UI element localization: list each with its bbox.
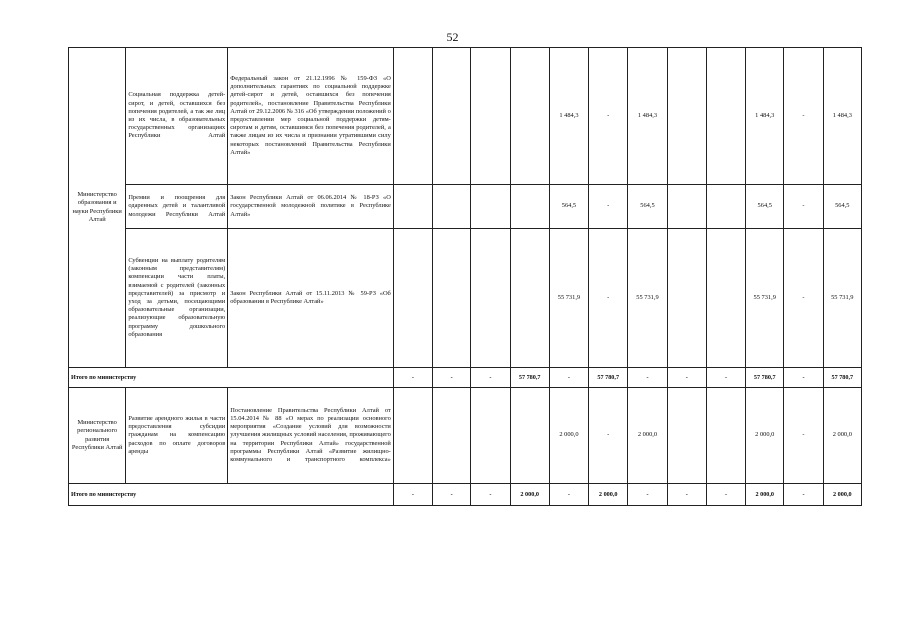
- total-cell: -: [706, 484, 745, 506]
- total-cell: -: [784, 368, 823, 388]
- total-cell: -: [393, 484, 432, 506]
- total-cell: -: [667, 484, 706, 506]
- total-cell: -: [628, 484, 667, 506]
- value-cell: -: [784, 48, 823, 185]
- total-cell: 57 780,7: [589, 368, 628, 388]
- total-label: Итого по министерству: [69, 368, 394, 388]
- value-cell: 1 484,3: [823, 48, 861, 185]
- value-cell: -: [589, 229, 628, 368]
- total-cell: -: [471, 484, 510, 506]
- value-cell: 564,5: [746, 185, 784, 229]
- total-cell: 2 000,0: [510, 484, 549, 506]
- basis-cell: Постановление Правительства Республики Алтай от 15.04.2014 № 88 «О мерах по реализации основного мероприятия «Создание условий для возможности улучшения жилищных условий населения, проживающего на территории Республики Алтай» государственной программы Республики Алтай «Развитие жилищно-коммунального и транспортного комплекса»: [228, 388, 394, 484]
- total-cell: -: [549, 368, 588, 388]
- total-cell: -: [667, 368, 706, 388]
- total-cell: 57 780,7: [510, 368, 549, 388]
- value-cell: 2 000,0: [549, 388, 588, 484]
- ministry-cell: Министерство образования и науки Республики Алтай: [69, 48, 126, 368]
- total-cell: -: [433, 484, 471, 506]
- total-cell: -: [628, 368, 667, 388]
- total-cell: -: [706, 368, 745, 388]
- total-cell: 57 780,7: [823, 368, 861, 388]
- total-cell: 2 000,0: [589, 484, 628, 506]
- value-cell: 55 731,9: [746, 229, 784, 368]
- subject-cell: Субвенции на выплату родителям (законным представителям) компенсации части платы, взимаемой с родителей (законных представителей) за присмотр и уход за детьми, посещающими образовательные организации, реализующие образовательную программу дошкольного образования: [126, 229, 228, 368]
- value-cell: -: [784, 229, 823, 368]
- basis-cell: Закон Республики Алтай от 06.06.2014 № 18-РЗ «О государственной молодежной политике в Республике Алтай»: [228, 185, 394, 229]
- total-label: Итого по министерству: [69, 484, 394, 506]
- table-row: [69, 48, 862, 185]
- table-row: [69, 229, 862, 368]
- total-cell: -: [433, 368, 471, 388]
- budget-table: [68, 47, 862, 506]
- value-cell: 2 000,0: [823, 388, 861, 484]
- total-cell: 57 780,7: [746, 368, 784, 388]
- value-cell: 2 000,0: [746, 388, 784, 484]
- total-row: [69, 368, 862, 388]
- value-cell: 564,5: [549, 185, 588, 229]
- value-cell: -: [589, 185, 628, 229]
- table-row: [69, 388, 862, 484]
- subject-cell: Социальная поддержка детей-сирот, и детей, оставшихся без попечения родителей, а так же лиц из их числа, в образовательных государственных организациях Республики Алтай: [126, 48, 228, 185]
- value-cell: 55 731,9: [823, 229, 861, 368]
- total-cell: -: [393, 368, 432, 388]
- page-number: 52: [446, 30, 459, 44]
- total-cell: -: [784, 484, 823, 506]
- value-cell: -: [784, 185, 823, 229]
- subject-cell: Премии и поощрения для одаренных детей и талантливой молодежи Республики Алтай: [126, 185, 228, 229]
- total-row: [69, 484, 862, 506]
- total-cell: -: [471, 368, 510, 388]
- total-cell: 2 000,0: [746, 484, 784, 506]
- value-cell: 2 000,0: [628, 388, 667, 484]
- value-cell: -: [589, 388, 628, 484]
- ministry-cell: Министерство регионального развития Республики Алтай: [69, 388, 126, 484]
- total-cell: 2 000,0: [823, 484, 861, 506]
- total-cell: -: [549, 484, 588, 506]
- value-cell: 55 731,9: [628, 229, 667, 368]
- basis-cell: Закон Республики Алтай от 15.11.2013 № 59-РЗ «Об образовании в Республике Алтай»: [228, 229, 394, 368]
- table-row: [69, 185, 862, 229]
- value-cell: 564,5: [823, 185, 861, 229]
- value-cell: -: [589, 48, 628, 185]
- value-cell: 1 484,3: [628, 48, 667, 185]
- basis-cell: Федеральный закон от 21.12.1996 № 159-ФЗ «О дополнительных гарантиях по социальной поддержке детей-сирот и детей, оставшихся без попечения родителей», постановление Правительства Республики Алтай от 29.12.2006 № 316 «Об утверждении положений о предоставлении мер социальной поддержки детям-сиротам и детям, оставшимся без попечения родителей, а также лицам из их числа и признании утратившими силу некоторых постановлений Правительства Республики Алтай»: [228, 48, 394, 185]
- value-cell: 1 484,3: [746, 48, 784, 185]
- value-cell: 564,5: [628, 185, 667, 229]
- subject-cell: Развитие арендного жилья в части предоставления субсидии гражданам на компенсацию расходов по оплате договоров аренды: [126, 388, 228, 484]
- value-cell: 55 731,9: [549, 229, 588, 368]
- value-cell: -: [784, 388, 823, 484]
- value-cell: 1 484,3: [549, 48, 588, 185]
